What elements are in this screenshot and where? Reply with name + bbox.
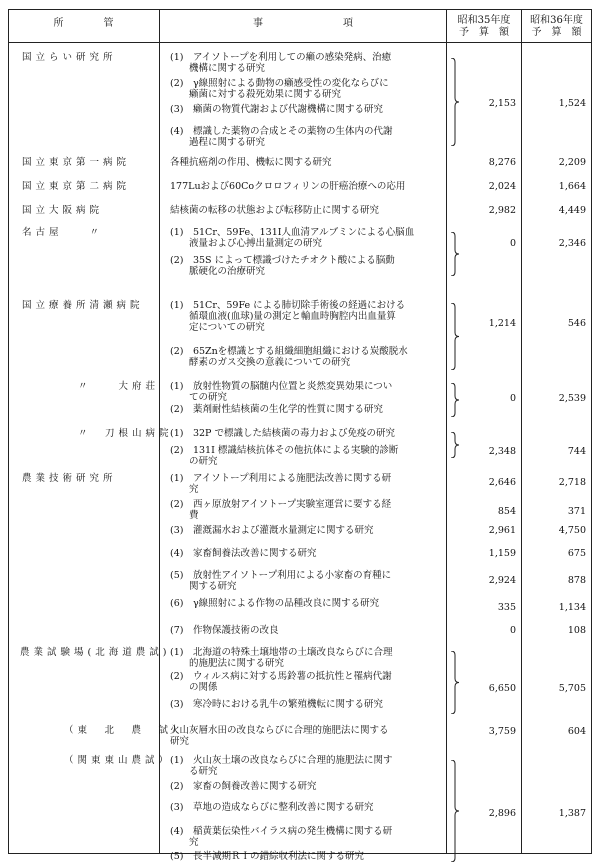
group-brace (450, 432, 460, 458)
research-item: (4) 標識した薬物の合成とその薬物の生体内の代謝 過程に関する研究 (170, 126, 393, 148)
research-item: (5) 放射性アイソトープ利用による小家畜の育種に 関する研究 (170, 570, 392, 592)
research-item: (2) 131I 標識結核抗体その他抗体による実験的診断 の研究 (170, 445, 399, 467)
research-item: (1) アイソトープを利用しての癩の感染発病、治癒 機構に関する研究 (170, 52, 392, 74)
header-jurisdiction: 所 管 (53, 18, 114, 29)
research-item: (2) 65Znを標識とする組織細胞組織における炭酸脱水 酵素のガス交換の意義についての研究 (170, 346, 408, 368)
fy36-budget-value: 4,449 (558, 205, 586, 216)
org-name: 国立らい研究所 (22, 52, 117, 63)
fy35-budget-value: 3,759 (488, 726, 516, 737)
research-item: 結核菌の転移の状態および転移防止に関する研究 (170, 205, 380, 216)
research-item: (7) 作物保護技術の改良 (170, 625, 279, 636)
org-name: 農業技術研究所 (22, 473, 117, 484)
research-item: (1) 火山灰土壌の改良ならびに合理的施肥法に関す る研究 (170, 755, 393, 777)
research-item: 各種抗癌剤の作用、機転に関する研究 (170, 157, 332, 168)
research-item: 火山灰層水田の改良ならびに合理的施肥法に関する 研究 (170, 725, 389, 747)
fy35-budget-value: 854 (497, 506, 516, 517)
org-name: 農業試験場(北海道農試) (20, 647, 171, 658)
col-divider-2 (446, 9, 447, 854)
fy35-budget-value: 0 (509, 625, 516, 636)
org-name: （関東東山農試） (64, 755, 173, 766)
research-item: (2) 薬剤耐性結核菌の生化学的性質に関する研究 (170, 404, 383, 415)
fy35-budget-value: 2,153 (488, 98, 516, 109)
fy35-budget-value: 2,961 (488, 525, 516, 536)
fy35-budget-value: 2,896 (488, 808, 516, 819)
fy36-budget-value: 604 (567, 726, 586, 737)
fy35-budget-value: 2,982 (488, 205, 516, 216)
org-name: 〃 大府荘 (78, 381, 160, 392)
fy35-budget-value: 2,024 (488, 181, 516, 192)
org-name: 〃 刀根山病院 (78, 428, 173, 439)
research-item: (5) 長半減期ＲＩの錯綜収利法に関する研究 (170, 851, 364, 862)
header-fy36-line2: 予 算 額 (531, 27, 582, 38)
group-brace (450, 383, 460, 417)
fy36-budget-value: 2,718 (558, 477, 586, 488)
fy36-budget-value: 744 (567, 446, 586, 457)
header-fy35-line1: 昭和35年度 (457, 15, 511, 26)
fy35-budget-value: 8,276 (488, 157, 516, 168)
research-item: (1) 北海道の特殊土壌地帯の土壌改良ならびに合理 的施肥法に関する研究 (170, 647, 393, 669)
fy35-budget-value: 1,159 (488, 548, 516, 559)
research-item: (2) ウィルス病に対する馬鈴薯の抵抗性と罹病代謝 の関係 (170, 671, 392, 693)
research-item: (1) 51Cr、59Fe による肺切除手術後の経過における 循環血液(血球)量の測定と輸血時胸腔内出血量算 定についての研究 (170, 300, 406, 333)
group-brace (450, 303, 460, 370)
fy36-budget-value: 1,387 (558, 808, 586, 819)
fy36-budget-value: 371 (567, 506, 586, 517)
org-name: 国立東京第一病院 (22, 157, 131, 168)
research-item: (3) 癩菌の物質代謝および代謝機構に関する研究 (170, 104, 383, 115)
table-left-border (8, 9, 9, 854)
research-item: (1) 32P で標識した結核菌の毒力および免疫の研究 (170, 428, 395, 439)
fy36-budget-value: 1,524 (558, 98, 586, 109)
fy36-budget-value: 546 (567, 318, 586, 329)
fy36-budget-value: 4,750 (558, 525, 586, 536)
research-item: (2) 西ヶ原放射アイソトープ実験室運営に要する経 費 (170, 499, 392, 521)
fy36-budget-value: 2,539 (558, 393, 586, 404)
fy36-budget-value: 1,664 (558, 181, 586, 192)
table-top-border (8, 9, 592, 10)
research-item: (2) 35S によって標識づけたチオクト酸による脳動 脈硬化の治療研究 (170, 255, 395, 277)
header-fy35-line2: 予 算 額 (459, 27, 509, 38)
research-item: (2) 家畜の飼養改善に関する研究 (170, 781, 317, 792)
research-item: (2) γ線照射による動物の癩感受性の変化ならびに 癩菌に対する殺死効果に関する研究 (170, 78, 389, 100)
research-item: 177Luおよび60Coクロロフィリンの肝癌治療への応用 (170, 181, 406, 192)
fy36-budget-value: 108 (567, 625, 586, 636)
fy35-budget-value: 2,646 (488, 477, 516, 488)
org-name: 国立東京第二病院 (22, 181, 131, 192)
group-brace (450, 232, 460, 276)
research-item: (1) 51Cr、59Fe、131I人血清アルブミンによる心脳血 液量および心搏出量測定の研究 (170, 227, 415, 249)
research-item: (3) 灌漑漏水および灌漑水量測定に関する研究 (170, 525, 374, 536)
fy35-budget-value: 1,214 (488, 318, 516, 329)
research-item: (3) 草地の造成ならびに整利改善に関する研究 (170, 802, 374, 813)
research-item: (4) 稲黄葉伝染性バイラス病の発生機構に関する研 究 (170, 826, 393, 848)
table-right-border (591, 9, 592, 854)
header-item: 事 項 (253, 18, 353, 29)
fy35-budget-value: 335 (497, 602, 516, 613)
fy36-budget-value: 1,134 (558, 602, 586, 613)
fy36-budget-value: 2,209 (558, 157, 586, 168)
group-brace (450, 651, 460, 714)
research-item: (4) 家畜飼養法改善に関する研究 (170, 548, 317, 559)
research-item: (3) 寒冷時における乳牛の繁殖機転に関する研究 (170, 699, 383, 710)
fy35-budget-value: 6,650 (488, 683, 516, 694)
org-name: 名古屋 〃 (22, 227, 104, 238)
org-name: 国立療養所清瀬病院 (22, 300, 144, 311)
fy36-budget-value: 878 (567, 575, 586, 586)
fy36-budget-value: 2,346 (558, 238, 586, 249)
fy36-budget-value: 675 (567, 548, 586, 559)
org-name: 国立大阪病院 (22, 205, 104, 216)
fy35-budget-value: 0 (509, 238, 516, 249)
research-item: (1) 放射性物質の脳髄内位置と炎然変異効果につい ての研究 (170, 381, 393, 403)
fy35-budget-value: 2,348 (488, 446, 516, 457)
org-name: （東 北 農 試） (64, 725, 186, 736)
group-brace (450, 760, 460, 862)
fy35-budget-value: 2,924 (488, 575, 516, 586)
research-item: (1) アイソトープ利用による施肥法改善に関する研 究 (170, 473, 392, 495)
research-item: (6) γ線照射による作物の品種改良に関する研究 (170, 598, 380, 609)
fy35-budget-value: 0 (509, 393, 516, 404)
fy36-budget-value: 5,705 (558, 683, 586, 694)
header-fy36-line1: 昭和36年度 (530, 15, 583, 26)
header-divider (8, 42, 592, 43)
group-brace (450, 58, 460, 146)
